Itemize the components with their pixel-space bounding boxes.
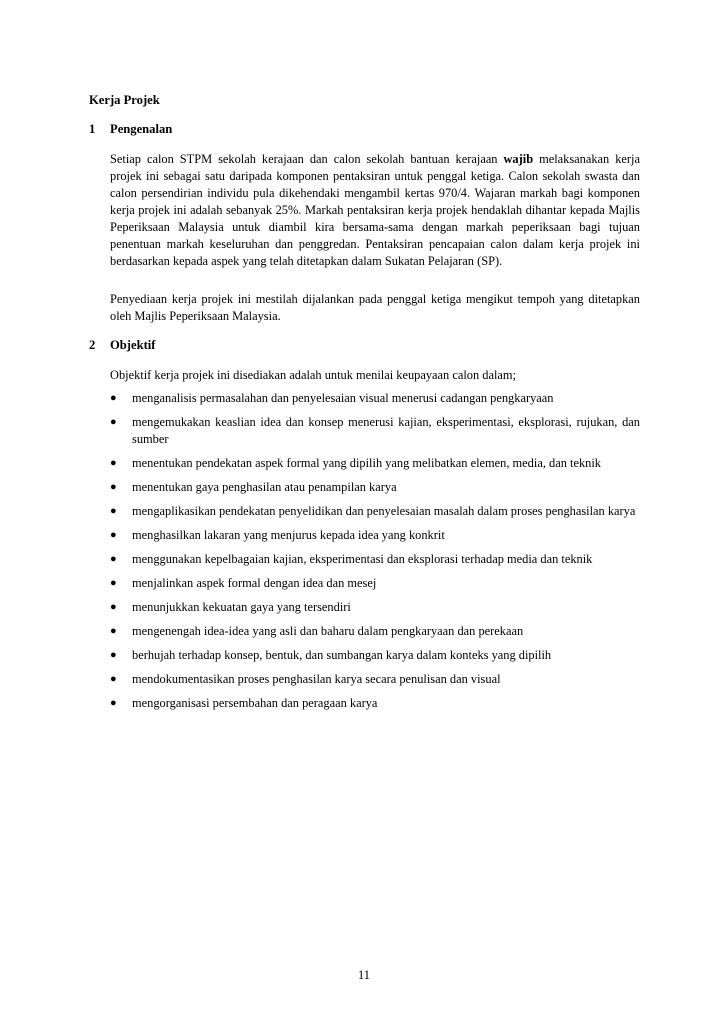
bullet-icon: ● bbox=[110, 673, 117, 685]
list-item bbox=[110, 551, 640, 568]
section-heading-pengenalan bbox=[89, 121, 172, 138]
list-item-text: mengenengah idea-idea yang asli dan baharu dalam pengkaryaan dan perekaan bbox=[132, 624, 524, 638]
objektif-intro: Objektif kerja projek ini disediakan adalah untuk menilai keupayaan calon dalam; bbox=[110, 368, 516, 382]
bullet-icon: ● bbox=[110, 553, 117, 565]
bullet-icon: ● bbox=[110, 697, 117, 709]
list-item bbox=[110, 671, 640, 688]
paragraph-pengenalan-1 bbox=[110, 151, 640, 270]
list-item-text: menganalisis permasalahan dan penyelesaian visual menerusi cadangan pengkaryaan bbox=[132, 391, 554, 405]
list-item-text: menentukan pendekatan aspek formal yang dipilih yang melibatkan elemen, media, dan teknik bbox=[132, 456, 601, 470]
bold-term: wajib bbox=[503, 152, 534, 166]
list-item bbox=[110, 503, 640, 520]
bullet-icon: ● bbox=[110, 392, 117, 404]
section-number: 1 bbox=[89, 122, 96, 136]
bullet-icon: ● bbox=[110, 457, 117, 469]
list-item-text: mendokumentasikan proses penghasilan karya secara penulisan dan visual bbox=[132, 672, 501, 686]
list-item-text: menghasilkan lakaran yang menjurus kepada idea yang konkrit bbox=[132, 528, 445, 542]
list-item-text: menunjukkan kekuatan gaya yang tersendiri bbox=[132, 600, 351, 614]
list-item bbox=[110, 414, 640, 448]
bullet-icon: ● bbox=[110, 505, 117, 517]
page-number: 11 bbox=[358, 968, 370, 982]
list-item bbox=[110, 575, 640, 592]
list-item bbox=[110, 647, 640, 664]
list-item-text: mengemukakan keaslian idea dan konsep menerusi kajian, eksperimentasi, eksplorasi, rujukan, dan sumber bbox=[132, 415, 640, 446]
objektif-bullet-list bbox=[110, 390, 640, 719]
list-item bbox=[110, 695, 640, 712]
section-heading-objektif bbox=[89, 337, 155, 354]
list-item-text: menjalinkan aspek formal dengan idea dan mesej bbox=[132, 576, 377, 590]
bullet-icon: ● bbox=[110, 481, 117, 493]
paragraph-text: melaksanakan kerja projek ini sebagai satu daripada komponen pentaksiran untuk penggal ketiga. Calon sekolah swasta dan calon persendirian individu pula dikehendaki mengambil kertas 970/4. Wajaran markah bagi komponen kerja projek ini adalah sebanyak 25%. Markah pentaksiran kerja projek hendaklah dihantar kepada Majlis Peperiksaan Malaysia untuk diambil kira bersama-sama dengan markah peperiksaan bagi tujuan penentuan markah keseluruhan dan penggredan. Pentaksiran pencapaian calon dalam kerja projek ini berdasarkan kepada aspek yang telah ditetapkan dalam Sukatan Pelajaran (SP). bbox=[110, 152, 640, 268]
bullet-icon: ● bbox=[110, 649, 117, 661]
bullet-icon: ● bbox=[110, 601, 117, 613]
bullet-icon: ● bbox=[110, 529, 117, 541]
list-item bbox=[110, 623, 640, 640]
list-item bbox=[110, 599, 640, 616]
list-item-text: mengorganisasi persembahan dan peragaan karya bbox=[132, 696, 378, 710]
list-item-text: berhujah terhadap konsep, bentuk, dan sumbangan karya dalam konteks yang dipilih bbox=[132, 648, 552, 662]
document-title: Kerja Projek bbox=[89, 93, 160, 107]
section-number: 2 bbox=[89, 338, 96, 352]
paragraph-text: Setiap calon STPM sekolah kerajaan dan calon sekolah bantuan kerajaan bbox=[110, 152, 504, 166]
section-title: Objektif bbox=[110, 338, 156, 352]
bullet-icon: ● bbox=[110, 625, 117, 637]
list-item-text: mengaplikasikan pendekatan penyelidikan dan penyelesaian masalah dalam proses penghasilan karya bbox=[132, 504, 636, 518]
list-item bbox=[110, 455, 640, 472]
list-item bbox=[110, 390, 640, 407]
paragraph-pengenalan-2: Penyediaan kerja projek ini mestilah dijalankan pada penggal ketiga mengikut tempoh yang ditetapkan oleh Majlis Peperiksaan Malaysia. bbox=[110, 292, 640, 323]
section-title: Pengenalan bbox=[110, 122, 173, 136]
bullet-icon: ● bbox=[110, 416, 117, 428]
list-item bbox=[110, 479, 640, 496]
list-item-text: menentukan gaya penghasilan atau penampilan karya bbox=[132, 480, 397, 494]
list-item-text: menggunakan kepelbagaian kajian, eksperimentasi dan eksplorasi terhadap media dan teknik bbox=[132, 552, 593, 566]
bullet-icon: ● bbox=[110, 577, 117, 589]
list-item bbox=[110, 527, 640, 544]
